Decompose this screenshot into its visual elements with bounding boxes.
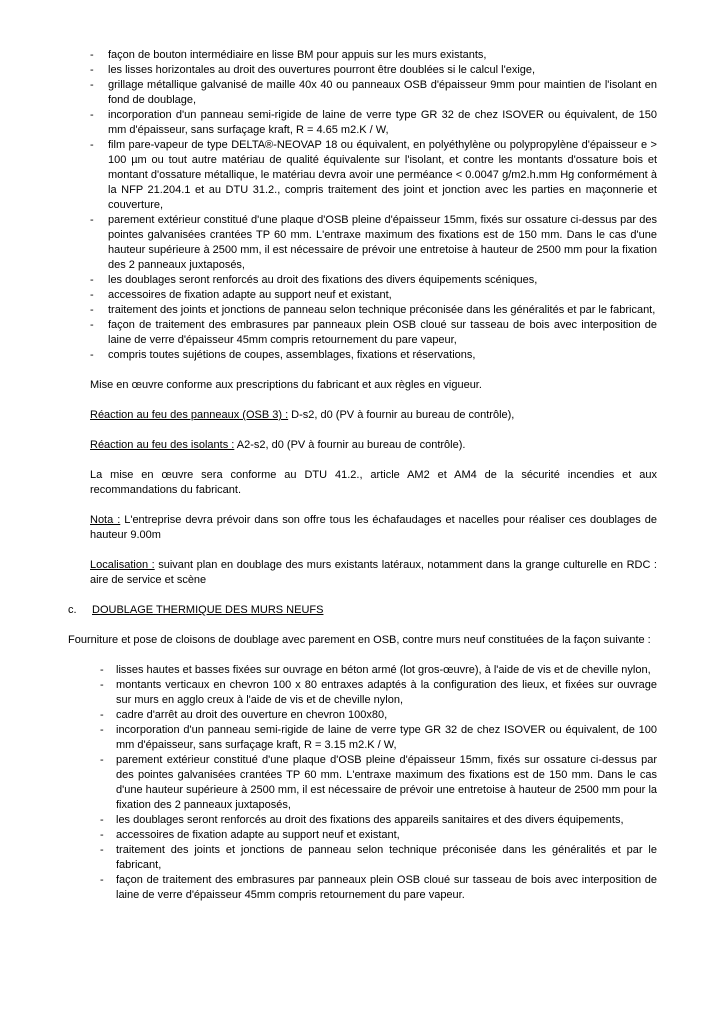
list-item-text: accessoires de fixation adapte au support neuf et existant, — [108, 289, 392, 301]
paragraph-mise-en-oeuvre: Mise en œuvre conforme aux prescriptions du fabricant et aux règles en vigueur. — [90, 379, 482, 391]
list-item — [68, 138, 657, 213]
list-item — [68, 288, 657, 303]
list-item — [68, 318, 657, 348]
bullet-dash: - — [100, 874, 104, 886]
localisation-text: suivant plan en doublage des murs existants latéraux, notamment dans la grange culturelle en RDC : aire de service et scène — [90, 559, 657, 586]
section-heading — [68, 603, 657, 618]
list-item — [68, 753, 657, 813]
list-item — [68, 813, 657, 828]
reaction-isolants-label: Réaction au feu des isolants : — [90, 439, 235, 451]
list-item — [68, 828, 657, 843]
spec-list-new-walls — [68, 663, 657, 903]
list-item — [68, 843, 657, 873]
list-item-text: les doublages seront renforcés au droit des fixations des divers équipements scéniques, — [108, 274, 538, 286]
list-item-text: incorporation d'un panneau semi-rigide de laine de verre type GR 32 de chez ISOVER ou équivalent, de 100 mm d'épaisseur, sans surfaçage kraft, R = 3.15 m2.K / W, — [116, 724, 657, 751]
list-item — [68, 48, 657, 63]
list-item-text: façon de traitement des embrasures par panneaux plein OSB cloué sur tasseau de bois avec interposition de laine de verre d'épaisseur 45mm compris retournement du pare vapeur, — [108, 319, 657, 346]
bullet-dash: - — [90, 319, 94, 331]
paragraph-dtu: La mise en œuvre sera conforme au DTU 41.2., article AM2 et AM4 de la sécurité incendies et aux recommandations du fabricant. — [90, 469, 657, 496]
section-letter: c. — [68, 604, 77, 616]
bullet-dash: - — [90, 274, 94, 286]
list-item — [68, 213, 657, 273]
bullet-dash: - — [90, 214, 94, 226]
reaction-isolants-value: A2-s2, d0 (PV à fournir au bureau de contrôle). — [234, 439, 466, 451]
bullet-dash: - — [100, 829, 104, 841]
bullet-dash: - — [100, 709, 104, 721]
bullet-dash: - — [90, 349, 94, 361]
bullet-dash: - — [100, 754, 104, 766]
list-item-text: traitement des joints et jonctions de panneau selon technique préconisée dans les généralités et par le fabricant, — [116, 844, 657, 871]
list-item — [68, 723, 657, 753]
list-item-text: grillage métallique galvanisé de maille 40x 40 ou panneaux OSB d'épaisseur 9mm pour maintien de l'isolant en fond de doublage, — [108, 79, 657, 106]
list-item-text: montants verticaux en chevron 100 x 80 entraxes adaptés à la configuration des lieux, et fixées sur ouvrage sur murs en agglo creux à l'aide de vis et de cheville nylon, — [116, 679, 657, 706]
paragraph-localisation — [90, 558, 657, 588]
bullet-dash: - — [90, 289, 94, 301]
list-item-text: accessoires de fixation adapte au support neuf et existant, — [116, 829, 400, 841]
bullet-dash: - — [90, 49, 94, 61]
list-item — [68, 348, 657, 363]
list-item-text: parement extérieur constitué d'une plaque d'OSB pleine d'épaisseur 15mm, fixés sur ossature ci-dessus par des pointes galvanisées crantées TP 60 mm. L'entraxe maximum des fixations est de 150 mm. Dans le cas d'une hauteur supérieure à 2500 mm, il est nécessaire de prévoir une entretoise à hauteur de 2500 mm pour la fixation des 2 panneaux juxtaposés, — [108, 214, 657, 271]
localisation-label: Localisation : — [90, 559, 155, 571]
list-item — [68, 678, 657, 708]
list-item — [68, 63, 657, 78]
list-item — [68, 708, 657, 723]
list-item — [68, 303, 657, 318]
bullet-dash: - — [100, 814, 104, 826]
reaction-panneaux-label: Réaction au feu des panneaux (OSB 3) : — [90, 409, 289, 421]
paragraph-fourniture-intro: Fourniture et pose de cloisons de doublage avec parement en OSB, contre murs neuf constituées de la façon suivante : — [68, 634, 651, 646]
list-item-text: lisses hautes et basses fixées sur ouvrage en béton armé (lot gros-œuvre), à l'aide de vis et de cheville nylon, — [116, 664, 651, 676]
list-item-text: façon de bouton intermédiaire en lisse BM pour appuis sur les murs existants, — [108, 49, 487, 61]
list-item — [68, 273, 657, 288]
bullet-dash: - — [100, 724, 104, 736]
bullet-dash: - — [100, 844, 104, 856]
list-item — [68, 873, 657, 903]
paragraph-reaction-feu-isolants — [90, 438, 657, 453]
bullet-dash: - — [100, 679, 104, 691]
list-item-text: parement extérieur constitué d'une plaque d'OSB pleine d'épaisseur 15mm, fixés sur ossature ci-dessus par des pointes galvanisées crantées TP 60 mm. L'entraxe maximum des fixations est de 150 mm. Dans le cas d'une hauteur supérieure à 2500 mm, il est nécessaire de prévoir une entretoise à hauteur de 2500 mm pour la fixation des 2 panneaux juxtaposés, — [116, 754, 657, 811]
bullet-dash: - — [90, 79, 94, 91]
bullet-dash: - — [90, 109, 94, 121]
list-item — [68, 78, 657, 108]
reaction-panneaux-value: D-s2, d0 (PV à fournir au bureau de contrôle), — [288, 409, 515, 421]
spec-list-existing-walls — [68, 48, 657, 363]
list-item-text: compris toutes sujétions de coupes, assemblages, fixations et réservations, — [108, 349, 476, 361]
bullet-dash: - — [100, 664, 104, 676]
list-item-text: incorporation d'un panneau semi-rigide de laine de verre type GR 32 de chez ISOVER ou équivalent, de 150 mm d'épaisseur, sans surfaçage kraft, R = 4.65 m2.K / W, — [108, 109, 657, 136]
list-item-text: les lisses horizontales au droit des ouvertures pourront être doublées si le calcul l'exige, — [108, 64, 536, 76]
list-item — [68, 663, 657, 678]
nota-label: Nota : — [90, 514, 121, 526]
section-title: DOUBLAGE THERMIQUE DES MURS NEUFS — [92, 604, 324, 616]
paragraph-nota — [90, 513, 657, 543]
list-item-text: les doublages seront renforcés au droit des fixations des appareils sanitaires et des divers équipements, — [116, 814, 624, 826]
list-item-text: façon de traitement des embrasures par panneaux plein OSB cloué sur tasseau de bois avec interposition de laine de verre d'épaisseur 45mm compris retournement du pare vapeur. — [116, 874, 657, 901]
bullet-dash: - — [90, 139, 94, 151]
list-item-text: film pare-vapeur de type DELTA®-NEOVAP 18 ou équivalent, en polyéthylène ou polypropylène d'épaisseur e > 100 µm ou tout autre matériau de qualité équivalente sur l'isolant, et contre les montants d'ossature bois et montant d'ossature métallique, le matériau devra avoir une perméance < 0.0047 g/m2.h.mm Hg conformément à la NFP 21.204.1 et au DTU 31.2., compris traitement des joint et jonction avec les parties en maçonnerie et couverture, — [108, 139, 657, 211]
paragraph-reaction-feu-panneaux — [90, 408, 657, 423]
list-item — [68, 108, 657, 138]
nota-text: L'entreprise devra prévoir dans son offre tous les échafaudages et nacelles pour réaliser ces doublages de hauteur 9.00m — [90, 514, 657, 541]
bullet-dash: - — [90, 64, 94, 76]
list-item-text: traitement des joints et jonctions de panneau selon technique préconisée dans les généralités et par le fabricant, — [108, 304, 656, 316]
list-item-text: cadre d'arrêt au droit des ouverture en chevron 100x80, — [116, 709, 388, 721]
bullet-dash: - — [90, 304, 94, 316]
